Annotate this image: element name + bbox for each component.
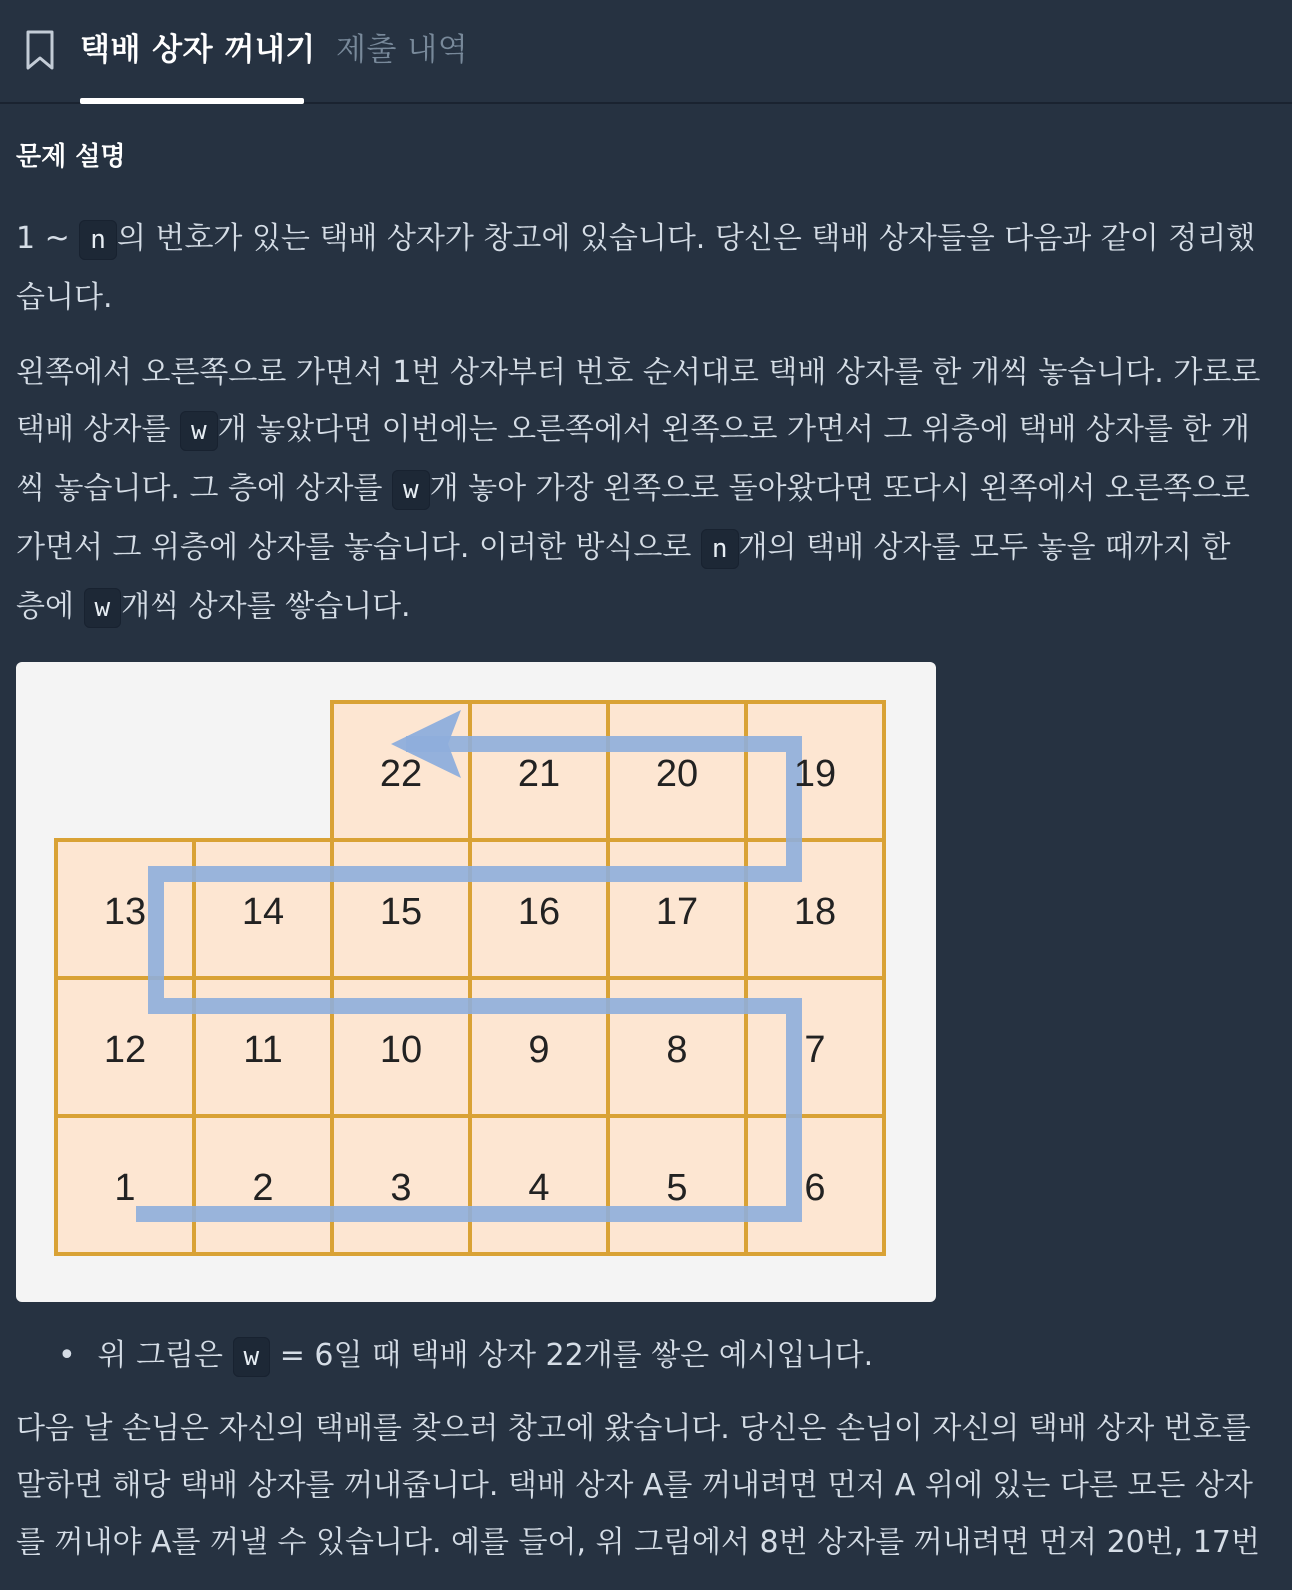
box-number-label: 22: [379, 753, 423, 795]
box-number-label: 11: [243, 1029, 283, 1071]
description-paragraph-2: [16, 344, 1266, 637]
inline-code-n: n: [79, 220, 117, 260]
box-number-label: 21: [517, 753, 561, 795]
inline-code-w: w: [180, 411, 218, 451]
inline-code-n: n: [701, 529, 739, 569]
box-number-label: 13: [103, 891, 147, 933]
para1-text-b: 의 번호가 있는 택배 상자가 창고에 있습니다. 당신은 택배 상자들을 다음과 같이 정리했습니다.: [16, 221, 1256, 315]
box-number-label: 7: [804, 1029, 826, 1071]
tab-bar: [0, 0, 1292, 104]
para2-text-e: 개씩 상자를 쌓습니다.: [121, 589, 411, 624]
description-paragraph-3: 다음 날 손님은 자신의 택배를 찾으러 창고에 왔습니다. 당신은 손님이 자신의 택배 상자 번호를 말하면 해당 택배 상자를 꺼내줍니다. 택배 상자 A를 꺼내려면 먼저 A 위에 있는 다른 모든 상자를 꺼내야 A를 꺼낼 수 있습니다. 예를 들어, 위 그림에서 8번 상자를 꺼내려면 먼저 20번, 17번: [16, 1411, 1260, 1560]
box-number-label: 14: [241, 891, 285, 933]
box-number-label: 9: [528, 1029, 550, 1071]
example-note: [58, 1328, 873, 1385]
stacking-figure: [16, 662, 936, 1302]
para2-text-c: 개 놓아 가장 왼쪽으로 돌아왔다면 또다시 왼쪽에서 오른쪽으로 가면서 그 위층에 상자를 놓습니다. 이러한 방식으로: [16, 471, 1250, 565]
box-number-label: 15: [379, 891, 423, 933]
box-number-label: 4: [528, 1167, 550, 1209]
tab-problem[interactable]: 택배 상자 꺼내기: [80, 32, 316, 68]
para1-text-a: 1 ~: [16, 221, 80, 256]
inline-code-w: w: [84, 588, 122, 628]
box-number-label: 3: [390, 1167, 412, 1209]
bullet1-text-b: = 6일 때 택배 상자 22개를 쌓은 예시입니다.: [270, 1338, 874, 1373]
stacking-diagram: [16, 662, 936, 1302]
box-number-label: 10: [379, 1029, 423, 1071]
inline-code-w: w: [233, 1337, 271, 1377]
para2-text-b: 개 놓았다면 이번에는 오른쪽에서 왼쪽으로 가면서 그 위층에 택배 상자를 한 개씩 놓습니다. 그 층에 상자를: [16, 412, 1250, 506]
box-number-label: 2: [252, 1167, 274, 1209]
box-number-label: 20: [655, 753, 699, 795]
box-number-label: 12: [103, 1029, 147, 1071]
box-number-label: 19: [793, 753, 837, 795]
box-number-label: 8: [666, 1029, 688, 1071]
inline-code-w: w: [392, 470, 430, 510]
example-note-list: [58, 1328, 873, 1385]
para2-text-d: 개의 택배 상자를 모두 놓을 때까지 한 층에: [16, 530, 1231, 624]
box-number-label: 18: [793, 891, 837, 933]
bullet1-text-a: 위 그림은: [97, 1338, 233, 1373]
box-number-label: 5: [666, 1167, 688, 1209]
box-number-label: 16: [517, 891, 561, 933]
active-tab-indicator: [80, 98, 304, 104]
section-title: 문제 설명: [16, 142, 126, 172]
tab-submissions[interactable]: 제출 내역: [336, 32, 469, 68]
box-number-label: 1: [114, 1167, 136, 1209]
box-number-label: 17: [655, 891, 699, 933]
box-number-label: 6: [804, 1167, 826, 1209]
para2-text-a: 왼쪽에서 오른쪽으로 가면서 1번 상자부터 번호 순서대로 택배 상자를 한 개씩 놓습니다. 가로로 택배 상자를: [16, 355, 1261, 447]
bookmark-icon[interactable]: [24, 30, 56, 70]
description-paragraph-1: [16, 210, 1266, 326]
